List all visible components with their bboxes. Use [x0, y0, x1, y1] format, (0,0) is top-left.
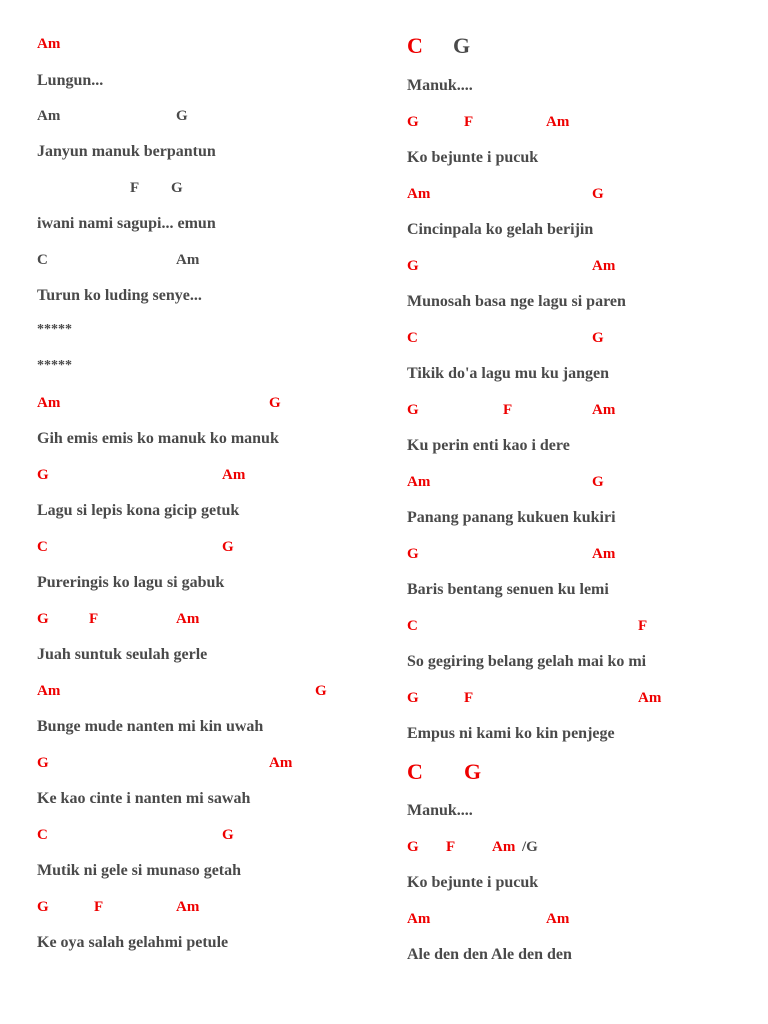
lyric-line: Turun ko luding senye... — [37, 287, 202, 304]
chord-label: /G — [522, 839, 538, 855]
chord-label: F — [130, 180, 140, 196]
chord-label: G — [592, 186, 604, 202]
chord-label: Am — [546, 911, 570, 927]
lyric-line: Juah suntuk seulah gerle — [37, 646, 208, 663]
chord-label: G — [592, 330, 604, 346]
chord-label: Am — [176, 252, 200, 268]
chord-label: F — [464, 114, 474, 130]
lyric-line: Ke oya salah gelahmi petule — [37, 934, 229, 951]
chord-label: G — [171, 180, 183, 196]
chord-label: Am — [222, 467, 246, 483]
chord-label: G — [464, 759, 482, 784]
chord-label: G — [176, 108, 188, 124]
chord-label: G — [407, 402, 419, 418]
chord-label: Am — [638, 690, 662, 706]
lyric-line: Ale den den Ale den den — [407, 946, 572, 963]
chord-label: F — [638, 618, 648, 634]
chord-label: G — [37, 467, 49, 483]
chord-label: Am — [37, 395, 61, 411]
chord-label: G — [222, 539, 234, 555]
chord-label: Am — [269, 755, 293, 771]
chord-label: C — [37, 252, 48, 268]
chord-label: C — [407, 330, 418, 346]
lyric-line: iwani nami sagupi... emun — [37, 215, 216, 232]
chord-label: G — [407, 114, 419, 130]
chord-label: G — [37, 899, 49, 915]
chord-label: C — [407, 33, 423, 58]
chord-label: Am — [37, 683, 61, 699]
lyric-line: Ku perin enti kao i dere — [407, 437, 570, 454]
chord-label: C — [37, 539, 48, 555]
lyric-line: Pureringis ko lagu si gabuk — [37, 574, 225, 591]
chord-label: Am — [592, 402, 616, 418]
chord-label: F — [464, 690, 474, 706]
chord-label: G — [37, 611, 49, 627]
lyric-line: Ke kao cinte i nanten mi sawah — [37, 790, 251, 807]
lyric-line: Cincinpala ko gelah berijin — [407, 221, 594, 238]
lyric-line: Gih emis emis ko manuk ko manuk — [37, 430, 279, 447]
lyric-line: Panang panang kukuen kukiri — [407, 509, 616, 526]
chord-label: Am — [407, 474, 431, 490]
lyric-line: Lagu si lepis kona gicip getuk — [37, 502, 240, 519]
lyric-line: Tikik do'a lagu mu ku jangen — [407, 365, 610, 382]
chord-label: F — [446, 839, 456, 855]
lyric-line: Lungun... — [37, 72, 104, 89]
lyric-line: Baris bentang senuen ku lemi — [407, 581, 609, 598]
chord-label: G — [407, 546, 419, 562]
chord-label: G — [407, 690, 419, 706]
chord-label: Am — [407, 186, 431, 202]
lyric-line: Bunge mude nanten mi kin uwah — [37, 718, 264, 735]
lyric-line: Munosah basa nge lagu si paren — [407, 293, 626, 310]
chord-label: Am — [546, 114, 570, 130]
chord-label: C — [407, 759, 423, 784]
lyric-line: Empus ni kami ko kin penjege — [407, 725, 615, 742]
chord-label: F — [89, 611, 99, 627]
chord-label: C — [407, 618, 418, 634]
chord-label: Am — [592, 258, 616, 274]
chord-label: Am — [176, 611, 200, 627]
lyric-line: Ko bejunte i pucuk — [407, 874, 539, 891]
lyric-line: Mutik ni gele si munaso getah — [37, 862, 242, 879]
chord-label: Am — [176, 899, 200, 915]
chord-label: Am — [37, 36, 61, 52]
chord-label: G — [407, 839, 419, 855]
lyric-line: Manuk.... — [407, 77, 473, 94]
chord-label: G — [592, 474, 604, 490]
chord-label: G — [453, 33, 471, 58]
section-separator: ***** — [37, 358, 72, 373]
chord-label: G — [37, 755, 49, 771]
section-separator: ***** — [37, 322, 72, 337]
chord-label: Am — [407, 911, 431, 927]
chord-label: G — [269, 395, 281, 411]
chord-label: Am — [37, 108, 61, 124]
chord-label: Am — [492, 839, 516, 855]
chord-label: G — [315, 683, 327, 699]
chord-label: Am — [592, 546, 616, 562]
lyric-line: Janyun manuk berpantun — [37, 143, 216, 160]
lyric-line: Manuk.... — [407, 802, 473, 819]
chord-label: G — [407, 258, 419, 274]
lyric-line: So gegiring belang gelah mai ko mi — [407, 653, 647, 670]
chord-label: F — [94, 899, 104, 915]
chord-label: F — [503, 402, 513, 418]
lyric-line: Ko bejunte i pucuk — [407, 149, 539, 166]
chord-label: C — [37, 827, 48, 843]
chord-label: G — [222, 827, 234, 843]
